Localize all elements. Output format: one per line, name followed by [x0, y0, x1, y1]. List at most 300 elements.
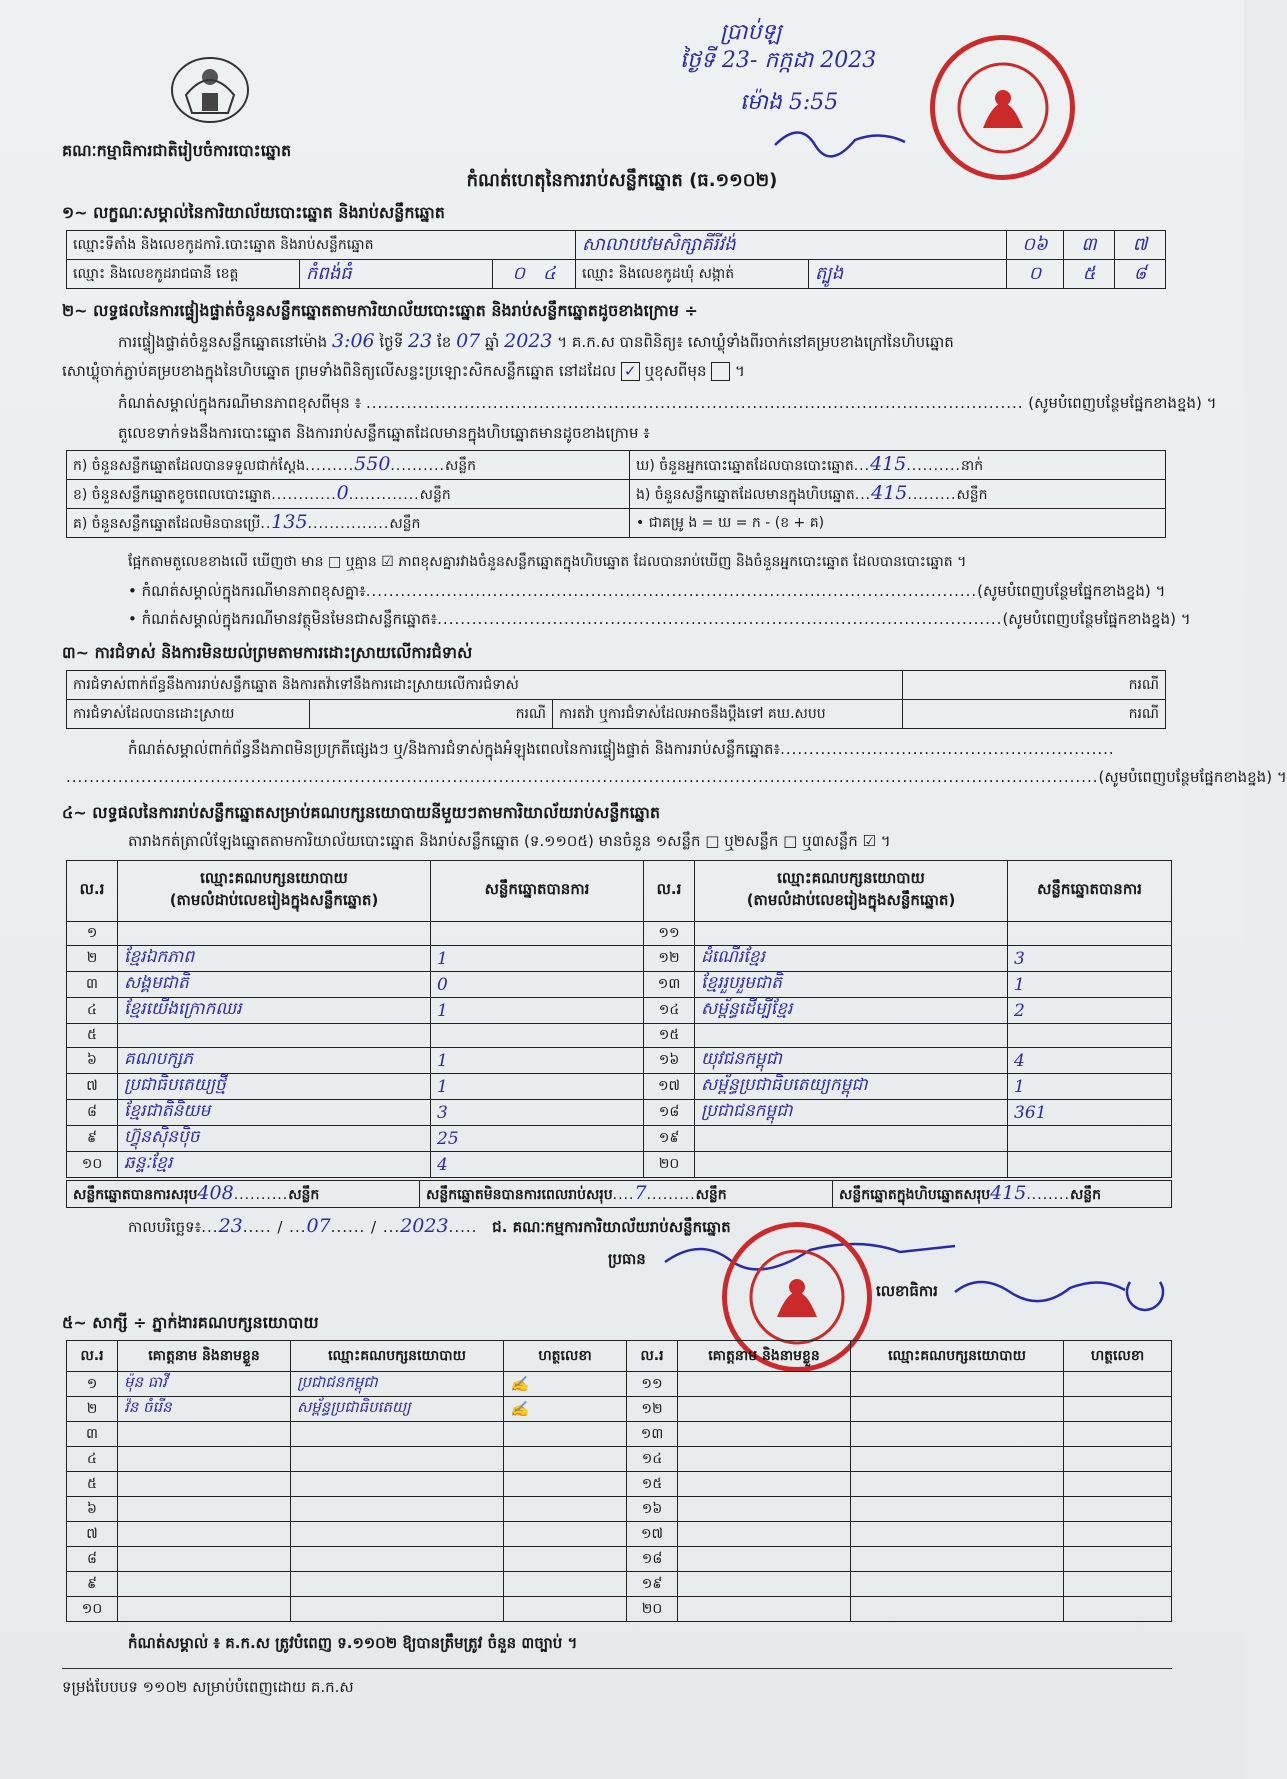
witness-sign-cell[interactable]: ✍ — [504, 1397, 627, 1422]
total-invalid-dots-1: .... — [612, 1187, 635, 1203]
party-votes-cell[interactable]: 361 — [1008, 1100, 1172, 1126]
official-seal-top — [930, 35, 1075, 180]
total-valid-unit: សន្លឹក — [288, 1187, 320, 1203]
witness-party-cell[interactable] — [851, 1497, 1064, 1522]
witness-no-cell: ៥ — [67, 1472, 118, 1497]
party-votes-cell[interactable]: 25 — [431, 1126, 644, 1152]
witness-name-cell[interactable] — [118, 1472, 291, 1497]
party-name-cell[interactable]: សម្ព័ន្ធដើម្បីខ្មែរ — [695, 998, 1008, 1024]
count-b-label: ខ) ចំនួនសន្លឹកឆ្នោតខូចពេលបោះឆ្នោត — [73, 487, 272, 503]
party-votes-cell[interactable]: 4 — [1008, 1048, 1172, 1074]
verify-suffix: ។ គ.ក.ស បានពិនិត្យ៖ សោឃ្លុំទាំងពីរចាក់នៅគម្របខាងក្រៅនៃហិបឆ្នោត — [557, 333, 954, 351]
table-row — [67, 1074, 1172, 1100]
col-party-left-sub: (តាមលំដាប់លេខរៀងក្នុងសន្លឹកឆ្នោត) — [169, 891, 379, 909]
witness-party-cell[interactable] — [291, 1547, 504, 1572]
total-invalid-dots-2: ......... — [646, 1187, 696, 1203]
witness-no-cell: ១៨ — [627, 1547, 678, 1572]
count-a-unit: សន្លឹក — [444, 458, 477, 474]
party-no-cell: ១១ — [644, 922, 695, 946]
party-name-cell[interactable]: គណបក្សភ — [118, 1048, 431, 1074]
party-no-cell: ១៨ — [644, 1100, 695, 1126]
commune-label: ឈ្មោះ និងលេខកូដឃុំ សង្កាត់ — [576, 260, 809, 289]
count-d-dots-1: ... — [853, 458, 871, 474]
section3-note-dots: .......................................................... — [780, 740, 1115, 758]
secretary-label: លេខាធិការ — [876, 1282, 938, 1300]
witness-sign-cell[interactable] — [504, 1497, 627, 1522]
party-name-cell[interactable]: ប្រជាធិបតេយ្យថ្មី — [118, 1074, 431, 1100]
party-no-cell: ១៧ — [644, 1074, 695, 1100]
party-no-cell: ១៦ — [644, 1048, 695, 1074]
party-votes-cell[interactable]: 1 — [1008, 1074, 1172, 1100]
witness-party-cell[interactable] — [851, 1422, 1064, 1447]
wit-col-party-left: ឈ្មោះគណបក្សនយោបាយ — [291, 1341, 504, 1372]
party-no-cell: ៥ — [67, 1024, 118, 1048]
count-e-label: ង) ចំនួនសន្លឹកឆ្នោតដែលមានក្នុងហិបឆ្នោត — [636, 487, 855, 503]
date-dots-4: ..... — [448, 1218, 478, 1236]
verify-prefix: ការផ្ទៀងផ្ទាត់ចំនួនសន្លឹកឆ្នោតនៅម៉ោង — [118, 333, 328, 351]
witness-sign-cell[interactable] — [504, 1597, 627, 1622]
location-code-1[interactable]: ០៦ — [1007, 231, 1064, 260]
witness-name-cell[interactable] — [678, 1597, 851, 1622]
table-row — [67, 1048, 1172, 1074]
count-c-dots-1: .. — [260, 516, 272, 532]
party-no-cell: ១៣ — [644, 972, 695, 998]
count-e-value[interactable]: 415 — [871, 482, 908, 504]
verify-line — [118, 330, 954, 355]
witness-party-cell[interactable] — [851, 1472, 1064, 1497]
wit-col-no-left: ល.រ — [67, 1341, 118, 1372]
bullet-2-tail: (សូមបំពេញបន្ថែមផ្នែកខាងខ្នង) ។ — [1002, 610, 1191, 628]
committee-label: ជ. គណៈកម្មការការិយាល័យរាប់សន្លឹកឆ្នោត — [492, 1218, 731, 1236]
date-label: កាលបរិច្ឆេទ៖ — [128, 1218, 202, 1236]
witness-party-cell[interactable] — [851, 1572, 1064, 1597]
party-name-cell[interactable]: ខ្មែរជាតិនិយម — [118, 1100, 431, 1126]
party-no-cell: ៧ — [67, 1074, 118, 1100]
col-party-left — [118, 861, 431, 922]
party-results-body — [67, 922, 1172, 1178]
witness-sign-cell[interactable] — [504, 1472, 627, 1497]
party-no-cell: ១ — [67, 922, 118, 946]
party-votes-cell[interactable] — [1008, 1024, 1172, 1048]
witness-party-cell[interactable] — [291, 1497, 504, 1522]
wit-col-name-left: គោត្តនាម និងនាមខ្លួន — [118, 1341, 291, 1372]
section1-heading: ១~ លក្ខណៈសម្គាល់នៃការិយាល័យបោះឆ្នោត និងរាប់សន្លឹកឆ្នោត — [62, 203, 445, 222]
province-code-2: ៤ — [542, 262, 556, 284]
witness-party-cell[interactable] — [291, 1447, 504, 1472]
note-dots: .................................................................................................................. — [365, 394, 1024, 412]
date-dots-2: ..... / ... — [242, 1218, 307, 1236]
intro-line: តួលេខទាក់ទងនឹងការបោះឆ្នោត និងការរាប់សន្លឹកឆ្នោតដែលមានក្នុងហិបឆ្នោតមានដូចខាងក្រោម ៖ — [118, 424, 650, 442]
verify-year[interactable]: 2023 — [504, 330, 553, 352]
verify-line2-text: សោឃ្លុំចាក់ភ្ជាប់គម្របខាងក្នុងនៃហិបឆ្នោត ព្រមទាំងពិនិត្យលើសន្ទះប្រឡោះសិកសន្លឹកឆ្នោត នៅដដែល — [62, 362, 617, 380]
date-day[interactable]: 23 — [218, 1215, 243, 1237]
witness-no-cell: ១៩ — [627, 1572, 678, 1597]
receipt-signature — [770, 120, 910, 160]
section3-note-cont-dots: ................................................................................................................................................................................... — [66, 768, 1099, 786]
section4-intro: តារាងកត់ត្រាលំឡែងឆ្នោតតាមការិយាល័យបោះឆ្នោត និងរាប់សន្លឹកឆ្នោត (ទ.១១០៥) មានចំនួន ១សន្លឹក □ ឬ២សន្លឹក □ ឬ៣សន្លឹក ☑ ។ — [128, 832, 891, 850]
witness-no-cell: ១២ — [627, 1397, 678, 1422]
col-party-left-title: ឈ្មោះគណបក្សនយោបាយ — [200, 869, 348, 887]
col-votes-right: សន្លឹកឆ្នោតបានការ — [1008, 861, 1172, 922]
party-no-cell: ១៥ — [644, 1024, 695, 1048]
witness-table — [66, 1340, 1172, 1622]
witness-name-cell[interactable]: ម៉ុន ធាវី — [118, 1372, 291, 1397]
objections-table — [66, 670, 1166, 729]
witness-party-cell[interactable] — [851, 1372, 1064, 1397]
witness-party-cell[interactable] — [851, 1522, 1064, 1547]
total-valid-label: សន្លឹកឆ្នោតបានការសរុប — [73, 1187, 198, 1203]
witness-name-cell[interactable] — [118, 1522, 291, 1547]
party-name-cell[interactable]: ខ្មែរឯកភាព — [118, 946, 431, 972]
witness-no-cell: ១១ — [627, 1372, 678, 1397]
count-c-unit: សន្លឹក — [389, 516, 421, 532]
counts-table — [66, 450, 1166, 538]
witness-sign-cell[interactable] — [1064, 1497, 1172, 1522]
witness-name-cell[interactable] — [118, 1547, 291, 1572]
receipt-handwriting-2: ថ្ងៃទី 23- កក្កដា 2023 — [680, 48, 877, 73]
date-dots-1: ... — [201, 1218, 219, 1236]
table-row — [67, 1126, 1172, 1152]
commune-code-1[interactable]: ០ — [1007, 260, 1064, 289]
form-title: កំណត់ហេតុនៃការរាប់សន្លឹកឆ្នោត (ធ.១១០២) — [466, 170, 778, 191]
party-name-cell[interactable]: ដំណើរខ្មែរ — [695, 946, 1008, 972]
table-row — [67, 922, 1172, 946]
party-votes-cell[interactable]: 1 — [431, 1074, 644, 1100]
verify-month[interactable]: 07 — [456, 330, 481, 352]
count-d-dots-2: .......... — [906, 458, 961, 474]
party-votes-cell[interactable] — [1008, 1152, 1172, 1178]
witness-name-cell[interactable] — [678, 1447, 851, 1472]
province-code[interactable] — [493, 260, 576, 289]
count-e-unit: សន្លឹក — [956, 487, 988, 503]
verify-or-text: ឬខុសពីមុន — [644, 362, 707, 380]
witness-no-cell: ១៣ — [627, 1422, 678, 1447]
wit-col-party-right: ឈ្មោះគណបក្សនយោបាយ — [851, 1341, 1064, 1372]
witness-sign-cell[interactable] — [1064, 1547, 1172, 1572]
witness-no-cell: ៩ — [67, 1572, 118, 1597]
total-valid-cell — [67, 1181, 420, 1208]
objection-resolved-cases[interactable]: ករណី — [310, 700, 553, 729]
party-votes-cell[interactable] — [1008, 922, 1172, 946]
table-row — [67, 1572, 1172, 1597]
date-year[interactable]: 2023 — [400, 1215, 449, 1237]
section5-heading: ៥~ សាក្សី ÷ ភ្នាក់ងារគណបក្សនយោបាយ — [62, 1313, 319, 1332]
wit-col-sign-right: ហត្ថលេខា — [1064, 1341, 1172, 1372]
party-no-cell: ៨ — [67, 1100, 118, 1126]
witness-sign-cell[interactable] — [504, 1522, 627, 1547]
table-row — [67, 1597, 1172, 1622]
total-valid-value[interactable]: 408 — [197, 1182, 234, 1204]
commune-code-3[interactable]: ៨ — [1115, 260, 1166, 289]
total-box-value[interactable]: 415 — [990, 1182, 1027, 1204]
formula-cell — [630, 509, 1166, 538]
col-no-right: ល.រ — [644, 861, 695, 922]
party-name-cell[interactable] — [118, 1024, 431, 1048]
witness-sign-cell[interactable] — [1064, 1572, 1172, 1597]
party-name-cell[interactable]: យុវជនកម្ពុជា — [695, 1048, 1008, 1074]
party-name-cell[interactable]: ខ្មែរយើងក្រោកឈរ — [118, 998, 431, 1024]
witness-no-cell: ១ — [67, 1372, 118, 1397]
witness-sign-cell[interactable] — [1064, 1597, 1172, 1622]
secretary-signature — [950, 1262, 1170, 1308]
count-e-dots-1: ... — [854, 487, 872, 503]
party-name-cell[interactable]: ប្រជាជនកម្ពុជា — [695, 1100, 1008, 1126]
party-name-cell[interactable]: សម្ព័ន្ធប្រជាធិបតេយ្យកម្ពុជា — [695, 1074, 1008, 1100]
count-b-cell — [67, 480, 630, 509]
party-votes-cell[interactable]: 1 — [1008, 972, 1172, 998]
party-votes-cell[interactable]: 0 — [431, 972, 644, 998]
table-row — [67, 972, 1172, 998]
total-box-label: សន្លឹកឆ្នោតក្នុងហិបឆ្នោតសរុប — [839, 1187, 991, 1203]
wit-col-name-right: គោត្តនាម និងនាមខ្លួន — [678, 1341, 851, 1372]
col-party-right-title: ឈ្មោះគណបក្សនយោបាយ — [777, 869, 925, 887]
location-code-3[interactable]: ៧ — [1115, 231, 1166, 260]
total-invalid-cell — [420, 1181, 833, 1208]
count-d-value[interactable]: 415 — [870, 453, 907, 475]
section5-footnote: កំណត់សម្គាល់ ៖ គ.ក.ស ត្រូវបំពេញ ទ.១១០២ ឱ្យបានត្រឹមត្រូវ ចំនួន ៣ច្បាប់ ។ — [128, 1634, 578, 1652]
section3-note-cont — [66, 768, 1287, 790]
section1-table — [66, 230, 1166, 289]
witness-sign-cell[interactable] — [1064, 1447, 1172, 1472]
total-invalid-value[interactable]: 7 — [634, 1182, 647, 1204]
witness-party-cell[interactable] — [291, 1522, 504, 1547]
witness-name-cell[interactable] — [118, 1597, 291, 1622]
witness-name-cell[interactable] — [678, 1522, 851, 1547]
party-votes-cell[interactable]: 1 — [431, 946, 644, 972]
witness-sign-cell[interactable] — [1064, 1397, 1172, 1422]
witness-name-cell[interactable] — [118, 1447, 291, 1472]
witness-no-cell: ៣ — [67, 1422, 118, 1447]
bullet-1-text: • កំណត់សម្គាល់ក្នុងករណីមានភាពខុសគ្នា៖ — [128, 582, 366, 600]
witness-no-cell: ៦ — [67, 1497, 118, 1522]
footer-form-code: ទម្រង់បែបបទ ១១០២ សម្រាប់បំពេញដោយ គ.ក.ស — [62, 1678, 354, 1696]
party-no-cell: ១៩ — [644, 1126, 695, 1152]
bullet-2-text: • កំណត់សម្គាល់ក្នុងករណីមានវត្ថុមិនមែនជាសន្លឹកឆ្នោត៖ — [128, 610, 438, 628]
witness-sign-cell[interactable] — [504, 1547, 627, 1572]
table-row — [67, 1522, 1172, 1547]
witness-name-cell[interactable] — [118, 1422, 291, 1447]
section4-heading: ៤~ លទ្ធផលនៃការរាប់សន្លឹកឆ្នោតសម្រាប់គណបក្សនយោបាយនីមួយៗតាមការិយាល័យរាប់សន្លឹកឆ្នោត — [62, 803, 661, 822]
wit-col-no-right: ល.រ — [627, 1341, 678, 1372]
witness-no-cell: ១៤ — [627, 1447, 678, 1472]
witness-no-cell: ២០ — [627, 1597, 678, 1622]
table-row — [67, 1152, 1172, 1178]
objection-appeal-cases[interactable]: ករណី — [903, 700, 1166, 729]
party-name-cell[interactable] — [695, 1126, 1008, 1152]
receipt-handwriting-3: ម៉ោង 5:55 — [740, 90, 839, 115]
note-tail: (សូមបំពេញបន្ថែមផ្នែកខាងខ្នង) ។ — [1028, 394, 1217, 412]
party-votes-cell[interactable]: 1 — [431, 998, 644, 1024]
witness-no-cell: ២ — [67, 1397, 118, 1422]
party-votes-cell[interactable]: 3 — [1008, 946, 1172, 972]
section3-note-tail: (សូមបំពេញបន្ថែមផ្នែកខាងខ្នង) ។ — [1098, 768, 1287, 786]
count-d-unit: នាក់ — [960, 458, 984, 474]
footer-divider — [62, 1668, 1172, 1669]
table-row — [67, 998, 1172, 1024]
witness-name-cell[interactable] — [678, 1422, 851, 1447]
totals-table — [66, 1180, 1172, 1208]
witness-no-cell: ១៥ — [627, 1472, 678, 1497]
province-value[interactable]: កំពង់ធំ — [300, 260, 493, 289]
witness-party-cell[interactable] — [291, 1597, 504, 1622]
verify-time[interactable]: 3:06 — [331, 330, 375, 352]
nec-emblem-icon — [168, 55, 252, 125]
objection-resolved-label: ការជំទាស់ដែលបានដោះស្រាយ — [67, 700, 310, 729]
witness-party-cell[interactable]: សម្ព័ន្ធប្រជាធិបតេយ្យ — [291, 1397, 504, 1422]
party-name-cell[interactable]: សង្គមជាតិ — [118, 972, 431, 998]
witness-party-cell[interactable] — [851, 1397, 1064, 1422]
party-name-cell[interactable]: ឆន្ទៈខ្មែរ — [118, 1152, 431, 1178]
count-a-dots-1: ......... — [305, 458, 355, 474]
same-checkbox[interactable]: ✓ — [621, 362, 640, 381]
objection-appeal-label: ការតវ៉ា ឬការជំទាស់ដែលអាចនឹងប្តឹងទៅ គឃ.សបប — [553, 700, 903, 729]
count-a-label: ក) ចំនួនសន្លឹកឆ្នោតដែលបានទទួលជាក់ស្តែង — [73, 458, 306, 474]
chair-label: ប្រធាន — [608, 1250, 646, 1268]
party-name-cell[interactable] — [118, 922, 431, 946]
witness-sign-cell[interactable]: ✍ — [504, 1372, 627, 1397]
commune-code-2[interactable]: ៥ — [1064, 260, 1115, 289]
party-votes-cell[interactable]: 2 — [1008, 998, 1172, 1024]
witness-party-cell[interactable] — [851, 1597, 1064, 1622]
party-no-cell: ២ — [67, 946, 118, 972]
total-invalid-label: សន្លឹកឆ្នោតមិនបានការពេលរាប់សរុប — [426, 1187, 613, 1203]
total-valid-dots: .......... — [233, 1187, 289, 1203]
party-votes-cell[interactable]: 1 — [431, 1048, 644, 1074]
count-b-dots-2: ............. — [348, 487, 420, 503]
verify-month-label: ខែ — [436, 333, 452, 351]
table-row — [67, 1547, 1172, 1572]
col-no-left: ល.រ — [67, 861, 118, 922]
count-b-unit: សន្លឹក — [419, 487, 451, 503]
count-d-cell — [630, 451, 1166, 480]
table-row — [67, 1447, 1172, 1472]
party-name-cell[interactable]: ខ្មែររួបរួមជាតិ — [695, 972, 1008, 998]
objection-row1-label: ការជំទាស់ពាក់ព័ន្ធនឹងការរាប់សន្លឹកឆ្នោត និងការតវ៉ាទៅនឹងការដោះស្រាយលើការជំទាស់ — [67, 671, 903, 700]
table-row — [67, 1397, 1172, 1422]
location-code-2[interactable]: ៣ — [1064, 231, 1115, 260]
witness-name-cell[interactable] — [678, 1547, 851, 1572]
bullet-1-dots: .......................................................................................................... — [365, 582, 978, 600]
party-name-cell[interactable] — [695, 1024, 1008, 1048]
witness-name-cell[interactable]: វ៉ន ចំរើន — [118, 1397, 291, 1422]
witness-party-cell[interactable] — [851, 1547, 1064, 1572]
party-no-cell: ១៤ — [644, 998, 695, 1024]
party-votes-cell[interactable] — [431, 922, 644, 946]
count-a-dots-2: .......... — [390, 458, 445, 474]
party-no-cell: ៦ — [67, 1048, 118, 1074]
diff-line: ផ្អែកតាមតួលេខខាងលើ ឃើញថា មាន □ ឬគ្មាន ☑ ភាពខុសគ្នារវាងចំនួនសន្លឹកឆ្នោតក្នុងហិបឆ្នោត ដែលបានរាប់ឃើញ និងចំនួនអ្នកបោះឆ្នោត ដែលបានបោះឆ្នោត ។ — [128, 554, 967, 570]
witness-name-cell[interactable] — [118, 1497, 291, 1522]
bullet-2-dots: .................................................................................................. — [437, 610, 1003, 628]
party-no-cell: ២០ — [644, 1152, 695, 1178]
witness-name-cell[interactable] — [678, 1572, 851, 1597]
witness-no-cell: ១៧ — [627, 1522, 678, 1547]
location-value[interactable]: សាលាបឋមសិក្សាគីរីវង់ — [576, 231, 1007, 260]
witness-name-cell[interactable] — [678, 1372, 851, 1397]
witness-sign-cell[interactable] — [504, 1447, 627, 1472]
witness-no-cell: ៤ — [67, 1447, 118, 1472]
location-label: ឈ្មោះទីតាំង និងលេខកូដការិ.បោះឆ្នោត និងរាប់សន្លឹកឆ្នោត — [67, 231, 576, 260]
objection-row1-cases[interactable]: ករណី — [903, 671, 1166, 700]
wit-col-sign-left: ហត្ថលេខា — [504, 1341, 627, 1372]
table-row — [67, 1372, 1172, 1397]
count-e-dots-2: ......... — [907, 487, 957, 503]
witness-sign-cell[interactable] — [504, 1422, 627, 1447]
total-box-unit: សន្លឹក — [1069, 1187, 1102, 1203]
witness-no-cell: ៧ — [67, 1522, 118, 1547]
formula-text: • ជាគម្រូ ង = ឃ = ក - (ខ + គ) — [636, 514, 825, 531]
section3-heading: ៣~ ការជំទាស់ និងការមិនយល់ព្រមតាមការដោះស្រាយលើការជំទាស់ — [62, 643, 473, 662]
date-line — [128, 1215, 731, 1240]
table-row — [67, 946, 1172, 972]
bullet-1-tail: (សូមបំពេញបន្ថែមផ្នែកខាងខ្នង) ។ — [977, 582, 1166, 600]
col-party-right-sub: (តាមលំដាប់លេខរៀងក្នុងសន្លឹកឆ្នោត) — [746, 891, 956, 909]
party-name-cell[interactable]: ហ៊្វុនស៊ិនប៉ិច — [118, 1126, 431, 1152]
table-row — [67, 1024, 1172, 1048]
party-votes-cell[interactable]: 3 — [431, 1100, 644, 1126]
party-votes-cell[interactable] — [1008, 1126, 1172, 1152]
verify-day-label: ថ្ងៃទី — [379, 333, 404, 351]
witness-party-cell[interactable] — [851, 1447, 1064, 1472]
count-c-cell — [67, 509, 630, 538]
party-no-cell: ៣ — [67, 972, 118, 998]
witness-name-cell[interactable] — [118, 1572, 291, 1597]
count-a-cell — [67, 451, 630, 480]
table-row — [67, 1100, 1172, 1126]
verify-year-label: ឆ្នាំ — [485, 333, 500, 351]
note-label: កំណត់សម្គាល់ក្នុងករណីមានភាពខុសពីមុន ៖ — [118, 394, 362, 412]
witness-name-cell[interactable] — [678, 1472, 851, 1497]
count-a-value[interactable]: 550 — [354, 453, 391, 475]
verify-day[interactable]: 23 — [408, 330, 433, 352]
count-c-dots-2: ............... — [307, 516, 390, 532]
section2-heading: ២~ លទ្ធផលនៃការផ្ទៀងផ្ទាត់ចំនួនសន្លឹកឆ្នោតតាមការិយាល័យបោះឆ្នោត និងរាប់សន្លឹកឆ្នោតដូចខាងក្រោម ÷ — [62, 301, 698, 320]
witness-name-cell[interactable] — [678, 1497, 851, 1522]
witness-party-cell[interactable] — [291, 1472, 504, 1497]
count-e-cell — [630, 480, 1166, 509]
total-invalid-unit: សន្លឹក — [695, 1187, 727, 1203]
col-party-right — [695, 861, 1008, 922]
count-b-value[interactable]: 0 — [336, 482, 349, 504]
party-name-cell[interactable] — [695, 922, 1008, 946]
party-no-cell: ៩ — [67, 1126, 118, 1152]
total-box-cell — [833, 1181, 1172, 1208]
party-votes-cell[interactable] — [431, 1024, 644, 1048]
witness-sign-cell[interactable] — [1064, 1422, 1172, 1447]
witness-sign-cell[interactable] — [1064, 1522, 1172, 1547]
witness-sign-cell[interactable] — [1064, 1372, 1172, 1397]
party-name-cell[interactable] — [695, 1152, 1008, 1178]
party-results-table — [66, 860, 1172, 1178]
witness-party-cell[interactable] — [291, 1572, 504, 1597]
party-votes-cell[interactable]: 4 — [431, 1152, 644, 1178]
count-b-dots-1: ............ — [271, 487, 337, 503]
witness-party-cell[interactable]: ប្រជាជនកម្ពុជា — [291, 1372, 504, 1397]
witness-name-cell[interactable] — [678, 1397, 851, 1422]
province-label: ឈ្មោះ និងលេខកូដរាជធានី ខេត្ត — [67, 260, 300, 289]
count-c-value[interactable]: 135 — [271, 511, 308, 533]
count-d-label: ឃ) ចំនួនអ្នកបោះឆ្នោតដែលបានបោះឆ្នោត — [636, 458, 854, 474]
witness-party-cell[interactable] — [291, 1422, 504, 1447]
total-box-dots: ........ — [1026, 1187, 1070, 1203]
witness-sign-cell[interactable] — [1064, 1472, 1172, 1497]
date-month[interactable]: 07 — [306, 1215, 331, 1237]
different-checkbox[interactable] — [711, 362, 730, 381]
witness-sign-cell[interactable] — [504, 1572, 627, 1597]
count-c-label: គ) ចំនួនសន្លឹកឆ្នោតដែលមិនបានប្រើ — [73, 516, 261, 532]
party-no-cell: ៤ — [67, 998, 118, 1024]
commune-value[interactable]: ត្បូង — [809, 260, 1007, 289]
